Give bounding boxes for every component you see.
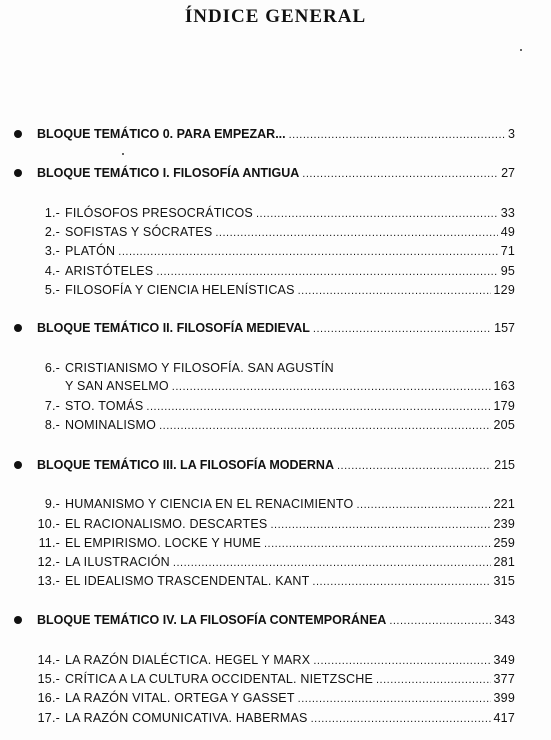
- block-entry[interactable]: [0, 163, 551, 183]
- dot-leader: [298, 693, 491, 705]
- page-number: 71: [500, 244, 515, 258]
- page-number: 49: [500, 225, 515, 239]
- block-title: BLOQUE TEMÁTICO I. FILOSOFÍA ANTIGUA: [37, 166, 300, 180]
- chapter-entry[interactable]: [0, 552, 551, 572]
- chapter-entry[interactable]: [0, 494, 551, 514]
- dot-leader: [264, 538, 491, 550]
- chapter-number: 13.-: [37, 574, 60, 588]
- bullet-icon: [14, 616, 22, 624]
- chapter-number: 4.-: [44, 264, 60, 278]
- chapter-title: EL RACIONALISMO. DESCARTES: [65, 517, 268, 531]
- bullet-icon: [14, 169, 22, 177]
- block-title: BLOQUE TEMÁTICO IV. LA FILOSOFÍA CONTEMPORÁNEA: [37, 613, 387, 627]
- dot-leader: [156, 266, 497, 278]
- chapter-number: 2.-: [44, 225, 60, 239]
- chapter-entry[interactable]: [0, 358, 551, 378]
- chapter-number: 1.-: [44, 206, 60, 220]
- bullet-icon: [14, 324, 22, 332]
- chapter-title: LA RAZÓN DIALÉCTICA. HEGEL Y MARX: [65, 653, 311, 667]
- chapter-title-continuation: Y SAN ANSELMO: [65, 379, 169, 393]
- chapter-entry[interactable]: [0, 415, 551, 435]
- chapter-number: 8.-: [44, 418, 60, 432]
- dot-leader: [313, 655, 490, 667]
- chapter-title: LA RAZÓN COMUNICATIVA. HABERMAS: [65, 711, 308, 725]
- page-number: 95: [500, 264, 515, 278]
- chapter-entry[interactable]: [0, 261, 551, 281]
- page-number: 349: [493, 653, 515, 667]
- block-entry[interactable]: [0, 124, 551, 144]
- page-number: 205: [493, 418, 515, 432]
- dot-leader: [172, 381, 491, 393]
- chapter-number: 14.-: [37, 653, 60, 667]
- scan-speck: [122, 153, 124, 155]
- chapter-title: CRISTIANISMO Y FILOSOFÍA. SAN AGUSTÍN: [65, 361, 334, 375]
- dot-leader: [298, 285, 491, 297]
- block-entry[interactable]: [0, 318, 551, 338]
- page-number: 377: [493, 672, 515, 686]
- chapter-title: SOFISTAS Y SÓCRATES: [65, 225, 213, 239]
- page-number: 221: [493, 497, 515, 511]
- page-number: 33: [500, 206, 515, 220]
- chapter-number: 17.-: [37, 711, 60, 725]
- chapter-title: LA ILUSTRACIÓN: [65, 555, 170, 569]
- dot-leader: [313, 323, 491, 335]
- dot-leader: [376, 674, 491, 686]
- chapter-title: NOMINALISMO: [65, 418, 157, 432]
- dot-leader: [159, 420, 490, 432]
- page-number: 163: [493, 379, 515, 393]
- chapter-number: 5.-: [44, 283, 60, 297]
- dot-leader: [256, 208, 498, 220]
- page-number: 129: [493, 283, 515, 297]
- chapter-title: STO. TOMÁS: [65, 399, 144, 413]
- page-number: 281: [493, 555, 515, 569]
- chapter-entry[interactable]: [0, 533, 551, 553]
- page-number: 417: [493, 711, 515, 725]
- page-number: 3: [508, 127, 515, 141]
- chapter-number: 12.-: [37, 555, 60, 569]
- chapter-number: 7.-: [44, 399, 60, 413]
- dot-leader: [312, 576, 490, 588]
- chapter-entry[interactable]: [0, 280, 551, 300]
- dot-leader: [289, 129, 505, 141]
- chapter-number: 10.-: [37, 517, 60, 531]
- block-title: BLOQUE TEMÁTICO III. LA FILOSOFÍA MODERNA: [37, 458, 334, 472]
- block-title: BLOQUE TEMÁTICO II. FILOSOFÍA MEDIEVAL: [37, 321, 310, 335]
- chapter-number: 9.-: [44, 497, 60, 511]
- chapter-entry[interactable]: [0, 222, 551, 242]
- dot-leader: [356, 499, 490, 511]
- dot-leader: [337, 460, 491, 472]
- chapter-entry-continuation[interactable]: [0, 376, 551, 396]
- dot-leader: [215, 227, 497, 239]
- page-number: 239: [493, 517, 515, 531]
- page-number: 157: [494, 321, 515, 335]
- scan-speck: [520, 49, 522, 51]
- page-number: 315: [493, 574, 515, 588]
- bullet-icon: [14, 130, 22, 138]
- page-number: 215: [494, 458, 515, 472]
- page-number: 343: [494, 613, 515, 627]
- chapter-title: EL IDEALISMO TRASCENDENTAL. KANT: [65, 574, 310, 588]
- chapter-title: PLATÓN: [65, 244, 116, 258]
- chapter-title: FILÓSOFOS PRESOCRÁTICOS: [65, 206, 253, 220]
- chapter-number: 6.-: [44, 361, 60, 375]
- block-entry[interactable]: [0, 610, 551, 630]
- block-entry[interactable]: [0, 455, 551, 475]
- page-number: 179: [493, 399, 515, 413]
- chapter-entry[interactable]: [0, 514, 551, 534]
- dot-leader: [118, 246, 497, 258]
- dot-leader: [302, 168, 498, 180]
- dot-leader: [173, 557, 491, 569]
- chapter-number: 11.-: [38, 536, 60, 550]
- chapter-title: CRÍTICA A LA CULTURA OCCIDENTAL. NIETZSCHE: [65, 672, 373, 686]
- page-number: 399: [493, 691, 515, 705]
- chapter-entry[interactable]: [0, 669, 551, 689]
- index-title: ÍNDICE GENERAL: [184, 6, 367, 27]
- dot-leader: [146, 401, 490, 413]
- chapter-number: 3.-: [44, 244, 60, 258]
- chapter-number: 16.-: [37, 691, 60, 705]
- dot-leader: [311, 713, 491, 725]
- chapter-entry[interactable]: [0, 688, 551, 708]
- page-number: 259: [493, 536, 515, 550]
- bullet-icon: [14, 461, 22, 469]
- chapter-title: ARISTÓTELES: [65, 264, 154, 278]
- chapter-entry[interactable]: [0, 650, 551, 670]
- block-title: BLOQUE TEMÁTICO 0. PARA EMPEZAR...: [37, 127, 286, 141]
- dot-leader: [389, 615, 491, 627]
- chapter-entry[interactable]: [0, 708, 551, 728]
- chapter-title: FILOSOFÍA Y CIENCIA HELENÍSTICAS: [65, 283, 295, 297]
- page-number: 27: [501, 166, 515, 180]
- chapter-entry[interactable]: [0, 241, 551, 261]
- chapter-title: LA RAZÓN VITAL. ORTEGA Y GASSET: [65, 691, 295, 705]
- chapter-title: EL EMPIRISMO. LOCKE Y HUME: [65, 536, 261, 550]
- dot-leader: [270, 519, 490, 531]
- chapter-entry[interactable]: [0, 396, 551, 416]
- chapter-title: HUMANISMO Y CIENCIA EN EL RENACIMIENTO: [65, 497, 354, 511]
- chapter-entry[interactable]: [0, 571, 551, 591]
- chapter-number: 15.-: [37, 672, 60, 686]
- chapter-entry[interactable]: [0, 203, 551, 223]
